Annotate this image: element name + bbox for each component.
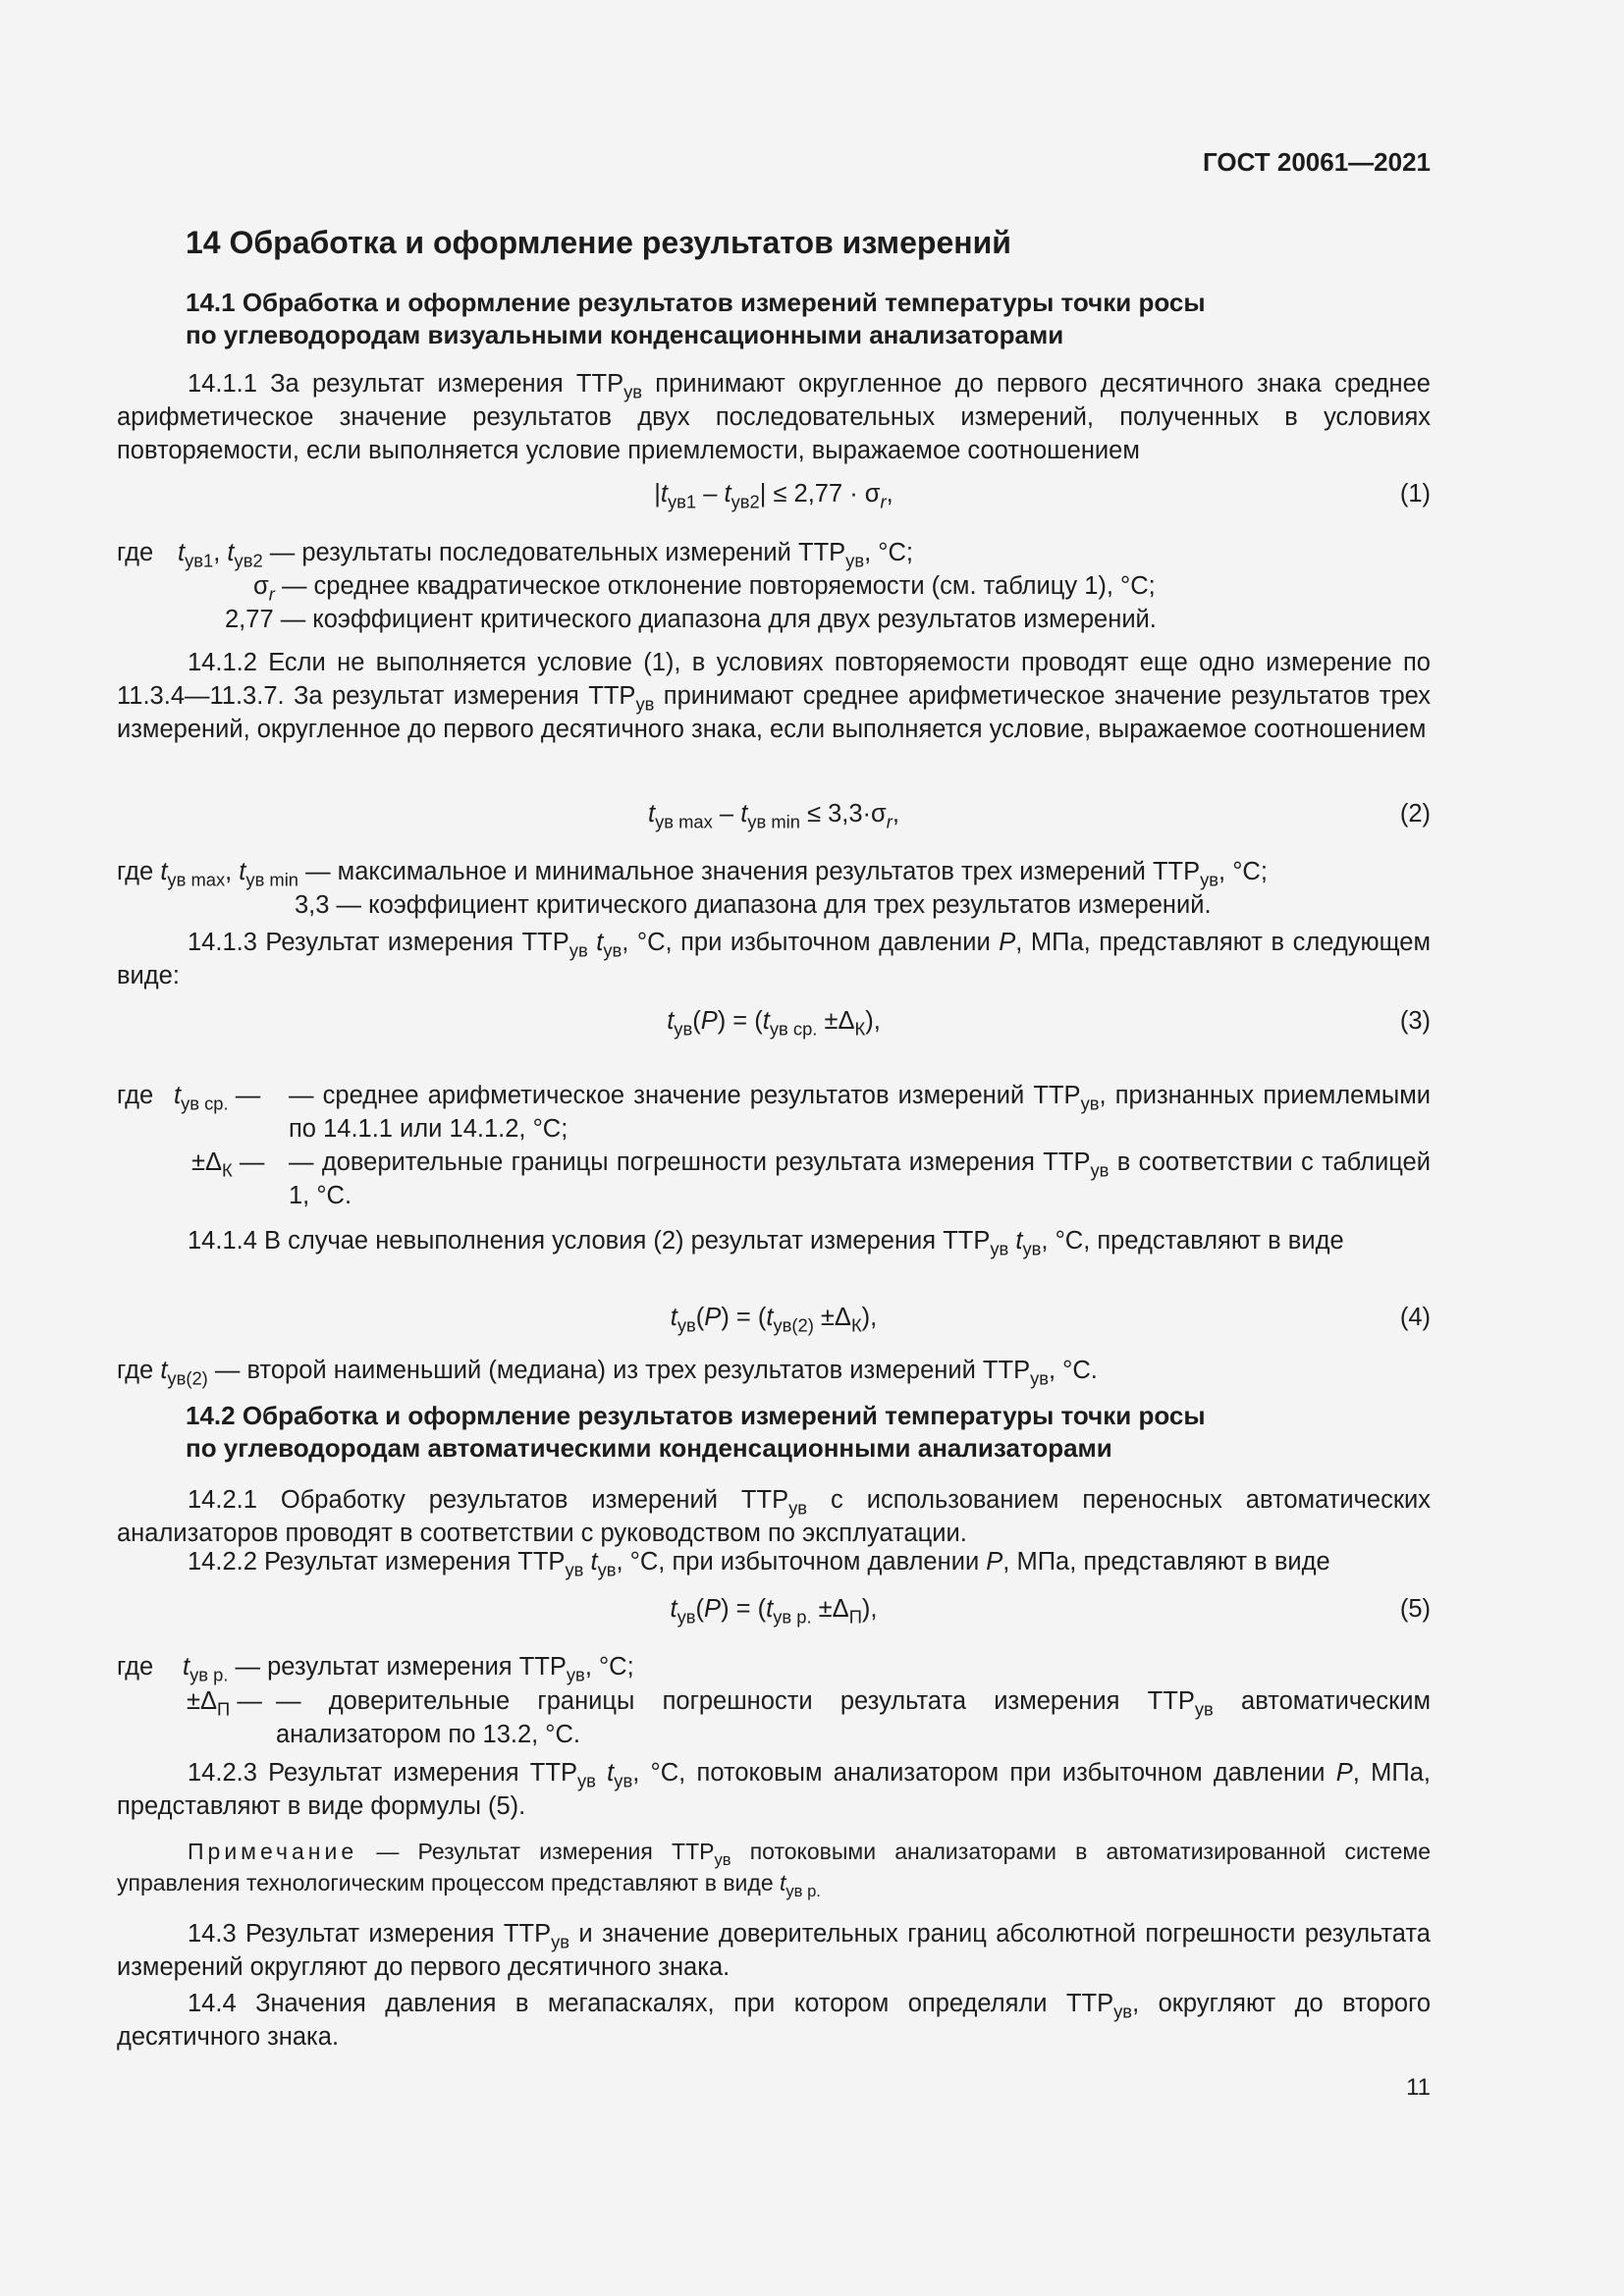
where-3-symbol-1: $t_{ув ср.}$ — xyxy=(174,1082,261,1114)
where-2-line-1: где $t_{ув max}$, $t_{ув min}$ — максимальное и минимальное значения результатов трех измерений $ТТР_{ув}$, °C; xyxy=(117,858,1268,890)
where-3-gde: где xyxy=(117,1082,154,1109)
formula-4 xyxy=(117,1304,1431,1337)
section-title: 14 Обработка и оформление результатов измерений xyxy=(186,225,1011,260)
where-1-line-3: 2,77 — коэффициент критического диапазона для двух результатов измерений. xyxy=(225,606,1157,633)
paragraph-14-1-2: 14.1.2 Если не выполняется условие (1), в условиях повторяемости проводят еще одно измерение по 11.3.4—11.3.7. За результат измерения $ТТР_{ув}$ принимают среднее арифметическое значение результатов трех измерений, округленное до первого десятичного знака, если выполняется условие, выражаемое соотношением xyxy=(117,649,1431,743)
formula-1 xyxy=(117,480,1431,513)
where-1-line-1-text: $t_{ув1}$, $t_{ув2}$ — результаты последовательных измерений $ТТР_{ув}$, °C; xyxy=(178,539,913,571)
where-2-line-2: 3,3 — коэффициент критического диапазона для трех результатов измерений. xyxy=(295,891,1212,919)
formula-5 xyxy=(117,1595,1431,1629)
formula-2-number: (2) xyxy=(1399,800,1431,828)
formula-3 xyxy=(117,1007,1431,1041)
paragraph-14-4: 14.4 Значения давления в мегапаскалях, при котором определяли $ТТР_{ув}$, округляют до второго десятичного знака. xyxy=(117,1990,1432,2051)
formula-1-expression: $|t_{ув1} - t_{ув2}| \le 2,77 \cdot \sigma_r$, xyxy=(654,480,893,512)
formula-2-expression: $t_{ув max} - t_{ув min} \le 3,3\cdot\sigma_r$, xyxy=(648,800,899,832)
formula-3-expression: $t_{ув}(P) = (t_{ув ср.} \pm\Delta_К)$, xyxy=(667,1007,881,1040)
where-5-line-1: $t_{ув р.}$ — результат измерения $ТТР_{ув}$, °C; xyxy=(183,1653,634,1685)
paragraph-14-3: 14.3 Результат измерения $ТТР_{ув}$ и значение доверительных границ абсолютной погрешности результата измерений округляют до первого десятичного знака. xyxy=(117,1920,1431,1981)
formula-4-expression: $t_{ув}(P) = (t_{ув(2)} \pm\Delta_К)$, xyxy=(670,1304,878,1336)
note-label: Примечание xyxy=(188,1839,358,1864)
paragraph-14-2-2: 14.2.2 Результат измерения $ТТР_{ув}$ $t_{ув}$, °C, при избыточном давлении P, МПа, представляют в виде xyxy=(188,1548,1330,1580)
where-5-text-2: — доверительные границы погрешности результата измерения $ТТР_{ув}$ автоматическим анализатором по 13.2, °C. xyxy=(276,1687,1431,1748)
where-5-symbol-2: $\pm\Delta_П$ — xyxy=(187,1687,262,1720)
where-1-line-1: где xyxy=(117,539,154,566)
where-3-text-1: — среднее арифметическое значение результатов измерений $ТТР_{ув}$, признанных приемлемыми по 14.1.1 или 14.1.2, °C; xyxy=(289,1082,1431,1143)
document-code: ГОСТ 20061—2021 xyxy=(1203,147,1431,177)
formula-4-number: (4) xyxy=(1399,1304,1431,1331)
paragraph-14-1-3: 14.1.3 Результат измерения $ТТР_{ув}$ $t_{ув}$, °C, при избыточном давлении P, МПа, представляют в следующем виде: xyxy=(117,929,1431,989)
formula-2 xyxy=(117,800,1431,833)
paragraph-14-2-1: 14.2.1 Обработку результатов измерений $ТТР_{ув}$ с использованием переносных автоматических анализаторов проводят в соответствии с руководством по эксплуатации. xyxy=(117,1486,1431,1547)
formula-1-number: (1) xyxy=(1399,480,1431,507)
subsection-14-2-heading xyxy=(186,1400,1206,1465)
formula-5-expression: $t_{ув}(P) = (t_{ув р.} \pm\Delta_П)$, xyxy=(670,1595,878,1628)
where-1-line-2: $\sigma_r$ — среднее квадратическое отклонение повторяемости (см. таблицу 1), °C; xyxy=(253,572,1156,605)
paragraph-14-2-3: 14.2.3 Результат измерения $ТТР_{ув}$ $t_{ув}$, °C, потоковым анализатором при избыточном давлении P, МПа, представляют в виде формулы (5). xyxy=(117,1759,1431,1820)
where-3-text-2: — доверительные границы погрешности результата измерения $ТТР_{ув}$ в соответствии с таблицей 1, °C. xyxy=(289,1148,1431,1209)
where-4: где $t_{ув(2)}$ — второй наименьший (медиана) из трех результатов измерений $ТТР_{ув}$, °C. xyxy=(117,1357,1098,1389)
subsection-14-1-line2: по углеводородам визуальными конденсационными анализаторами xyxy=(186,320,1064,349)
subsection-14-1-heading xyxy=(186,287,1206,351)
note: Примечание — Результат измерения $ТТР_{ув}$ потоковыми анализаторами в автоматизированной системе управления технологическим процессом представляют в виде $t_{ув р.}$ xyxy=(117,1839,1431,1900)
formula-3-number: (3) xyxy=(1399,1007,1431,1035)
subsection-14-1-line1: 14.1 Обработка и оформление результатов измерений температуры точки росы xyxy=(186,288,1206,317)
subsection-14-2-line1: 14.2 Обработка и оформление результатов измерений температуры точки росы xyxy=(186,1401,1206,1430)
formula-5-number: (5) xyxy=(1399,1595,1431,1623)
subsection-14-2-line2: по углеводородам автоматическими конденсационными анализаторами xyxy=(186,1433,1112,1463)
where-5-gde: где xyxy=(117,1653,154,1681)
paragraph-14-1-4: 14.1.4 В случае невыполнения условия (2) результат измерения $ТТР_{ув}$ $t_{ув}$, °C, представляют в виде xyxy=(188,1227,1344,1259)
paragraph-14-1-1: 14.1.1 За результат измерения $ТТР_{ув}$ принимают округленное до первого десятичного знака среднее арифметическое значение результатов двух последовательных измерений, полученных в условиях повторяемости, если выполняется условие приемлемости, выражаемое соотношением xyxy=(117,370,1431,464)
where-3-symbol-2: $\pm\Delta_К$ — xyxy=(191,1148,265,1181)
page-number: 11 xyxy=(1406,2074,1431,2101)
